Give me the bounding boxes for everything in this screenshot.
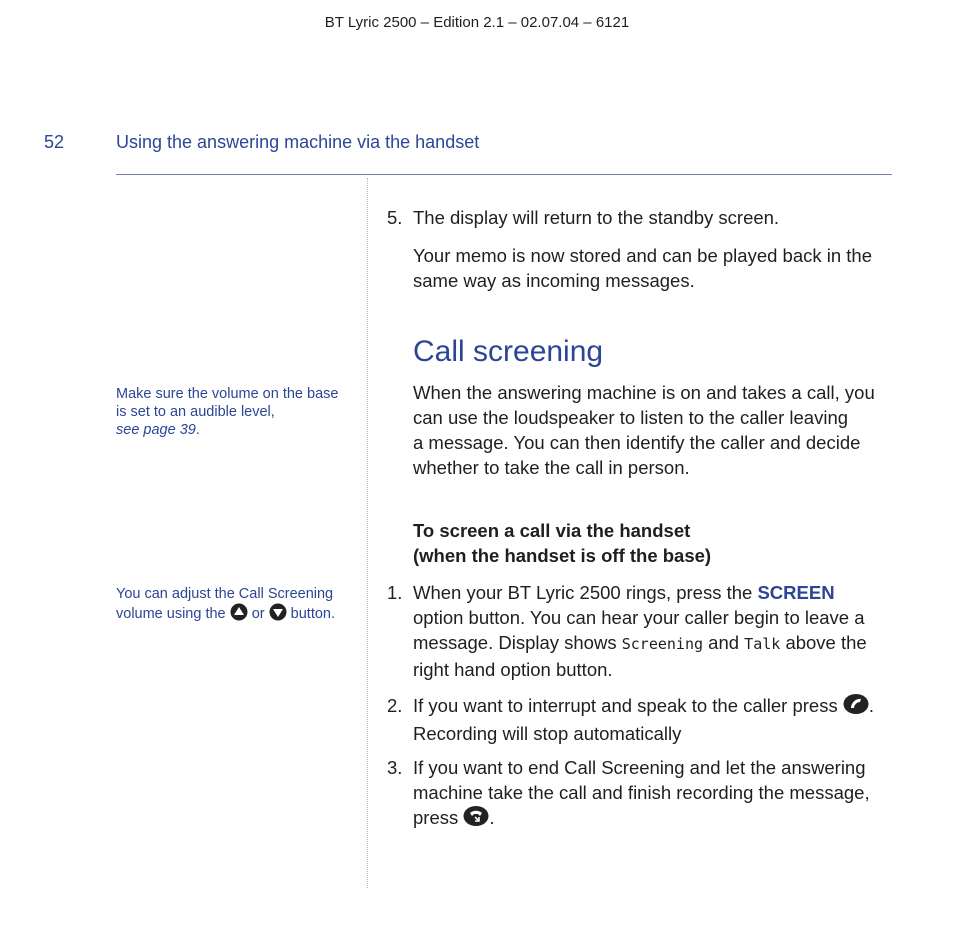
screen-button-label: SCREEN (757, 582, 835, 603)
memo-line: Your memo is now stored and can be played back in the (413, 245, 873, 266)
sidenote-line: You can adjust the Call Screening (116, 586, 334, 602)
step-text: press (413, 807, 459, 828)
step-3 (413, 755, 888, 833)
step-punct: . (489, 807, 495, 828)
sidenote-line: is set to an audible level, (116, 404, 275, 420)
step-number: 5. (387, 207, 403, 228)
step-1 (413, 580, 888, 682)
step-2 (413, 693, 888, 746)
intro-paragraph (413, 380, 888, 480)
memo-paragraph (413, 243, 888, 293)
sidenote-volume (116, 385, 356, 439)
display-text-screening: Screening (621, 635, 704, 653)
step-text: above the (785, 632, 867, 653)
step-punct: . (868, 695, 874, 716)
step-text: When your BT Lyric 2500 rings, press the (413, 582, 753, 603)
step-text: option button. You can hear your caller begin to leave a (413, 607, 865, 628)
intro-line: whether to take the call in person. (413, 457, 690, 478)
talk-phone-icon (843, 693, 869, 721)
intro-line: can use the loudspeaker to listen to the caller leaving (413, 407, 849, 428)
intro-line: a message. You can then identify the caller and decide (413, 432, 861, 453)
column-divider (367, 178, 368, 888)
sidenote-punct: . (195, 422, 200, 438)
step-text: right hand option button. (413, 659, 613, 680)
page-number: 52 (44, 132, 65, 152)
volume-up-icon (230, 603, 248, 626)
step-text: If you want to end Call Screening and let the answering (413, 757, 866, 778)
page-reference-link[interactable]: see page 39 (116, 422, 196, 438)
step-number: 3. (387, 757, 403, 778)
memo-line: same way as incoming messages. (413, 270, 695, 291)
step-text: If you want to interrupt and speak to the caller press (413, 695, 838, 716)
step-text: Recording will stop automatically (413, 723, 682, 744)
end-call-icon (463, 805, 489, 833)
subheading-line: To screen a call via the handset (413, 520, 691, 541)
subheading-line: (when the handset is off the base) (413, 545, 712, 566)
header-rule (116, 174, 892, 175)
step-number: 1. (387, 582, 403, 603)
step-text: and (708, 632, 740, 653)
step-text: message. Display shows (413, 632, 617, 653)
running-header: BT Lyric 2500 – Edition 2.1 – 02.07.04 – 6121 (324, 14, 630, 31)
volume-down-icon (269, 603, 287, 626)
display-text-talk: Talk (744, 635, 781, 653)
procedure-subheading (413, 518, 888, 568)
step-text: The display will return to the standby screen. (413, 207, 780, 228)
step-number: 2. (387, 695, 403, 716)
sidenote-text: button. (290, 606, 335, 622)
sidenote-text: or (251, 606, 265, 622)
sidenote-line: Make sure the volume on the base (116, 386, 339, 402)
sidenote-text: volume using the (116, 606, 226, 622)
call-screening-heading: Call screening (413, 335, 604, 368)
sidenote-screening (116, 585, 356, 626)
step-text: machine take the call and finish recording the message, (413, 782, 870, 803)
intro-line: When the answering machine is on and takes a call, you (413, 382, 875, 403)
section-title: Using the answering machine via the handset (116, 132, 480, 152)
